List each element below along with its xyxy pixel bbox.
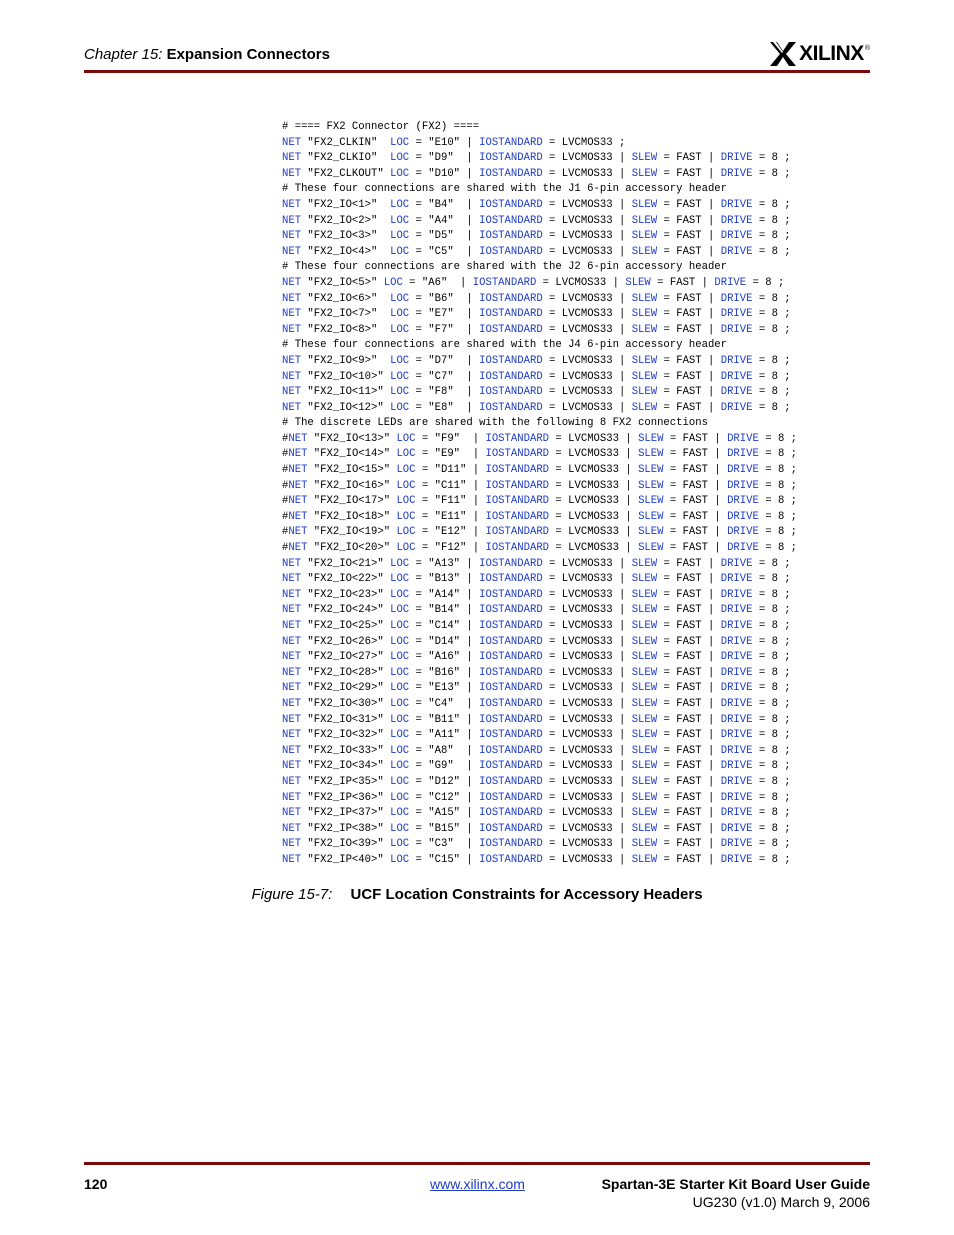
code-line: #NET "FX2_IO<14>" LOC = "E9" | IOSTANDARD = LVCMOS33 | SLEW = FAST | DRIVE = 8 ;	[282, 448, 798, 461]
code-line: #NET "FX2_IO<17>" LOC = "F11" | IOSTANDARD = LVCMOS33 | SLEW = FAST | DRIVE = 8 ;	[282, 495, 798, 508]
code-line: # The discrete LEDs are shared with the following 8 FX2 connections	[282, 417, 708, 430]
code-line: #NET "FX2_IO<19>" LOC = "E12" | IOSTANDARD = LVCMOS33 | SLEW = FAST | DRIVE = 8 ;	[282, 526, 798, 539]
code-line: #NET "FX2_IO<15>" LOC = "D11" | IOSTANDARD = LVCMOS33 | SLEW = FAST | DRIVE = 8 ;	[282, 464, 798, 477]
code-line: NET "FX2_IO<29>" LOC = "E13" | IOSTANDARD = LVCMOS33 | SLEW = FAST | DRIVE = 8 ;	[282, 682, 791, 695]
registered-mark: ®	[864, 44, 870, 52]
code-line: NET "FX2_IO<21>" LOC = "A13" | IOSTANDARD = LVCMOS33 | SLEW = FAST | DRIVE = 8 ;	[282, 557, 791, 570]
code-line: NET "FX2_IO<2>" LOC = "A4" | IOSTANDARD = LVCMOS33 | SLEW = FAST | DRIVE = 8 ;	[282, 214, 791, 227]
code-line: NET "FX2_IO<34>" LOC = "G9" | IOSTANDARD = LVCMOS33 | SLEW = FAST | DRIVE = 8 ;	[282, 760, 791, 773]
ucf-code-listing	[282, 120, 797, 869]
code-line: #NET "FX2_IO<16>" LOC = "C11" | IOSTANDARD = LVCMOS33 | SLEW = FAST | DRIVE = 8 ;	[282, 479, 798, 492]
code-line: NET "FX2_CLKOUT" LOC = "D10" | IOSTANDARD = LVCMOS33 | SLEW = FAST | DRIVE = 8 ;	[282, 167, 791, 180]
logo-wordmark: XILINX	[799, 42, 864, 65]
code-line: NET "FX2_IO<8>" LOC = "F7" | IOSTANDARD = LVCMOS33 | SLEW = FAST | DRIVE = 8 ;	[282, 323, 791, 336]
footer-rule	[84, 1162, 870, 1165]
code-line: #NET "FX2_IO<18>" LOC = "E11" | IOSTANDARD = LVCMOS33 | SLEW = FAST | DRIVE = 8 ;	[282, 510, 798, 523]
xilinx-url-link[interactable]: www.xilinx.com	[430, 1176, 525, 1192]
code-line: NET "FX2_IP<35>" LOC = "D12" | IOSTANDARD = LVCMOS33 | SLEW = FAST | DRIVE = 8 ;	[282, 775, 791, 788]
code-line: # ==== FX2 Connector (FX2) ====	[282, 121, 480, 133]
xilinx-x-icon	[770, 42, 796, 66]
code-line: NET "FX2_IO<5>" LOC = "A6" | IOSTANDARD = LVCMOS33 | SLEW = FAST | DRIVE = 8 ;	[282, 276, 785, 289]
header-rule	[84, 70, 870, 73]
code-line: NET "FX2_IO<12>" LOC = "E8" | IOSTANDARD = LVCMOS33 | SLEW = FAST | DRIVE = 8 ;	[282, 401, 791, 414]
code-line: NET "FX2_IP<37>" LOC = "A15" | IOSTANDARD = LVCMOS33 | SLEW = FAST | DRIVE = 8 ;	[282, 807, 791, 820]
code-line: NET "FX2_IO<1>" LOC = "B4" | IOSTANDARD = LVCMOS33 | SLEW = FAST | DRIVE = 8 ;	[282, 198, 791, 211]
code-line: NET "FX2_IO<25>" LOC = "C14" | IOSTANDARD = LVCMOS33 | SLEW = FAST | DRIVE = 8 ;	[282, 620, 791, 632]
page-header	[84, 36, 870, 72]
code-line: NET "FX2_IO<9>" LOC = "D7" | IOSTANDARD = LVCMOS33 | SLEW = FAST | DRIVE = 8 ;	[282, 354, 791, 367]
chapter-label: Chapter 15:	[84, 46, 163, 63]
code-line: NET "FX2_IO<7>" LOC = "E7" | IOSTANDARD = LVCMOS33 | SLEW = FAST | DRIVE = 8 ;	[282, 308, 791, 321]
xilinx-logo	[770, 40, 870, 68]
code-line: NET "FX2_IP<40>" LOC = "C15" | IOSTANDARD = LVCMOS33 | SLEW = FAST | DRIVE = 8 ;	[282, 853, 791, 866]
code-line: NET "FX2_IO<28>" LOC = "B16" | IOSTANDARD = LVCMOS33 | SLEW = FAST | DRIVE = 8 ;	[282, 666, 791, 679]
code-line: # These four connections are shared with the J2 6-pin accessory header	[282, 261, 728, 274]
code-line: #NET "FX2_IO<13>" LOC = "F9" | IOSTANDARD = LVCMOS33 | SLEW = FAST | DRIVE = 8 ;	[282, 432, 798, 445]
guide-title: Spartan-3E Starter Kit Board User Guide	[601, 1176, 870, 1192]
code-line: NET "FX2_IO<10>" LOC = "C7" | IOSTANDARD = LVCMOS33 | SLEW = FAST | DRIVE = 8 ;	[282, 370, 791, 383]
code-line: NET "FX2_IO<22>" LOC = "B13" | IOSTANDARD = LVCMOS33 | SLEW = FAST | DRIVE = 8 ;	[282, 573, 791, 586]
code-line: NET "FX2_IO<11>" LOC = "F8" | IOSTANDARD = LVCMOS33 | SLEW = FAST | DRIVE = 8 ;	[282, 386, 791, 399]
document-id: UG230 (v1.0) March 9, 2006	[692, 1194, 870, 1210]
code-line: NET "FX2_IO<31>" LOC = "B11" | IOSTANDARD = LVCMOS33 | SLEW = FAST | DRIVE = 8 ;	[282, 713, 791, 726]
code-line: NET "FX2_IO<24>" LOC = "B14" | IOSTANDARD = LVCMOS33 | SLEW = FAST | DRIVE = 8 ;	[282, 604, 791, 617]
code-line: NET "FX2_IP<38>" LOC = "B15" | IOSTANDARD = LVCMOS33 | SLEW = FAST | DRIVE = 8 ;	[282, 822, 791, 835]
figure-caption	[0, 886, 954, 903]
figure-number: Figure 15-7:	[251, 886, 333, 903]
page-number: 120	[84, 1176, 108, 1192]
code-line: NET "FX2_IO<30>" LOC = "C4" | IOSTANDARD = LVCMOS33 | SLEW = FAST | DRIVE = 8 ;	[282, 697, 791, 710]
code-line: NET "FX2_IO<4>" LOC = "C5" | IOSTANDARD = LVCMOS33 | SLEW = FAST | DRIVE = 8 ;	[282, 245, 791, 258]
chapter-title: Expansion Connectors	[166, 46, 330, 63]
code-line: NET "FX2_IO<3>" LOC = "D5" | IOSTANDARD = LVCMOS33 | SLEW = FAST | DRIVE = 8 ;	[282, 230, 791, 243]
code-line: # These four connections are shared with the J4 6-pin accessory header	[282, 339, 728, 352]
chapter-heading	[84, 46, 330, 63]
code-line: NET "FX2_CLKIN" LOC = "E10" | IOSTANDARD = LVCMOS33 ;	[282, 136, 626, 149]
code-line: NET "FX2_IO<33>" LOC = "A8" | IOSTANDARD = LVCMOS33 | SLEW = FAST | DRIVE = 8 ;	[282, 744, 791, 757]
figure-title: UCF Location Constraints for Accessory Headers	[350, 886, 703, 903]
code-line: # These four connections are shared with the J1 6-pin accessory header	[282, 183, 728, 196]
code-line: NET "FX2_IO<6>" LOC = "B6" | IOSTANDARD = LVCMOS33 | SLEW = FAST | DRIVE = 8 ;	[282, 292, 791, 305]
code-line: NET "FX2_IP<36>" LOC = "C12" | IOSTANDARD = LVCMOS33 | SLEW = FAST | DRIVE = 8 ;	[282, 791, 791, 804]
code-line: NET "FX2_IO<27>" LOC = "A16" | IOSTANDARD = LVCMOS33 | SLEW = FAST | DRIVE = 8 ;	[282, 651, 791, 664]
code-line: NET "FX2_CLKIO" LOC = "D9" | IOSTANDARD = LVCMOS33 | SLEW = FAST | DRIVE = 8 ;	[282, 152, 791, 165]
code-line: #NET "FX2_IO<20>" LOC = "F12" | IOSTANDARD = LVCMOS33 | SLEW = FAST | DRIVE = 8 ;	[282, 542, 798, 555]
code-line: NET "FX2_IO<26>" LOC = "D14" | IOSTANDARD = LVCMOS33 | SLEW = FAST | DRIVE = 8 ;	[282, 635, 791, 648]
code-line: NET "FX2_IO<39>" LOC = "C3" | IOSTANDARD = LVCMOS33 | SLEW = FAST | DRIVE = 8 ;	[282, 838, 791, 851]
code-line: NET "FX2_IO<32>" LOC = "A11" | IOSTANDARD = LVCMOS33 | SLEW = FAST | DRIVE = 8 ;	[282, 729, 791, 742]
code-line: NET "FX2_IO<23>" LOC = "A14" | IOSTANDARD = LVCMOS33 | SLEW = FAST | DRIVE = 8 ;	[282, 588, 791, 601]
